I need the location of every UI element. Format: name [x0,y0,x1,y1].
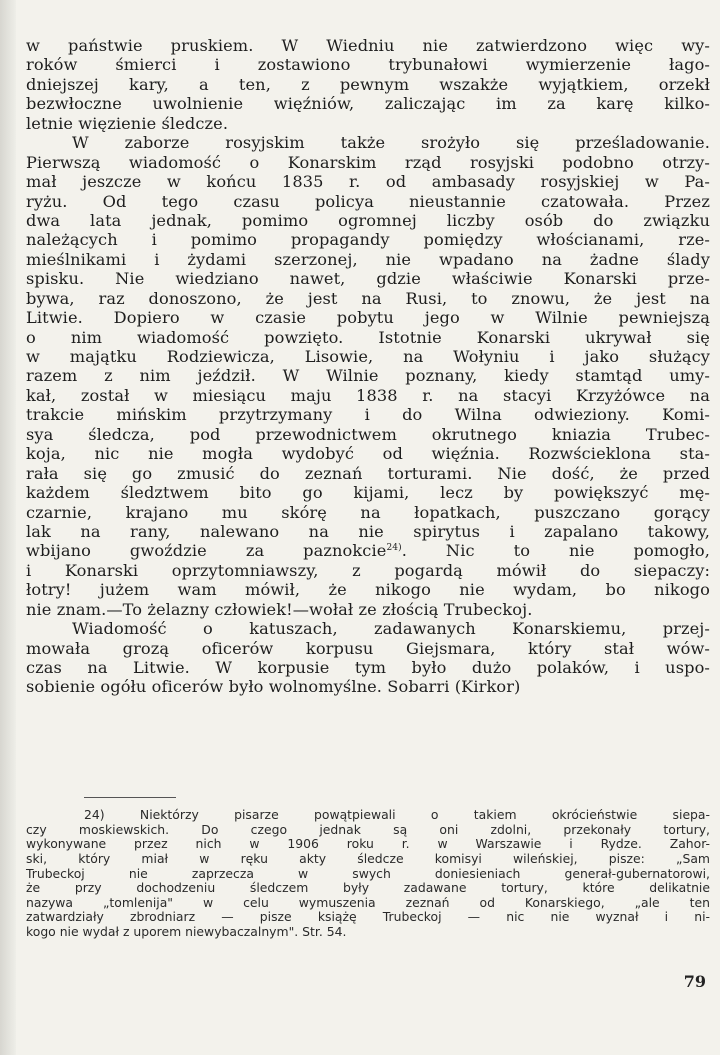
footnote-line: że przy dochodzeniu śledczem były zadawane tortury, które delikatnie [26,880,710,896]
text-line: i Konarski oprzytomniawszy, z pogardą mówił do siepaczy: [26,560,710,580]
text-line: w majątku Rodziewicza, Lisowie, na Wołyniu i jako służący [26,347,710,366]
text-line: kał, został w miesiącu maju 1838 r. na stacyi Krzyżówce na [26,385,710,405]
text-line: koja, nic nie mogła wydobyć od więźnia. Rozwścieklona sta- [26,444,710,464]
footnote-number: 24) [84,807,105,822]
text-line: czarnie, krajano mu skórę na łopatkach, puszczano gorący [26,502,710,522]
text-line: mieślnikami i żydami szerzonej, nie wpadano na żadne ślady [26,249,710,269]
footnote-line: zatwardziały zbrodniarz — pisze książę Trubeckoj — nic nie wyznał i ni- [26,909,710,925]
text-line: w państwie pruskiem. W Wiedniu nie zatwierdzono więc wy- [26,36,710,55]
footnote-line: ski, który miał w ręku akty śledcze komisyi wileńskiej, pisze: „Sam [26,850,710,866]
text-line: Litwie. Dopiero w czasie pobytu jego w Wilnie pewniejszą [26,308,710,328]
footnote-text: Niektórzy pisarze powątpiewali o takiem okrócieństwie siepa- [139,807,710,822]
text-line: letnie więzienie śledcze. [26,113,229,133]
footnote-line: kogo nie wydał z uporem niewybaczalnym". Str. 54. [26,924,347,940]
text-line: roków śmierci i zostawiono trybunałowi wymierzenie łago- [26,55,710,75]
text-line: spisku. Nie wiedziano nawet, gdzie właściwie Konarski prze- [26,269,710,289]
text-line: mał jeszcze w końcu 1835 r. od ambasady rosyjskiej w Pa- [26,172,710,192]
footnote-line: nazywa „tomlenija" w celu wymuszenia zeznań od Konarskiego, „ale ten [26,894,710,910]
text-line: sobienie ogółu oficerów było wolnomyślne. Sobarri (Kirkor) [26,677,521,697]
footnote-block [26,808,710,940]
text-line: nie znam.—To żelazny człowiek!—wołał ze złością Trubeckoj. [26,599,533,619]
footnote-line: Trubeckoj nie zaprzecza w swych doniesieniach generał-gubernatorowi, [26,865,710,881]
text-fragment: wbijano gwoździe za paznokcie [26,541,387,561]
text-line: czas na Litwie. W korpusie tym było dużo polaków, i uspo- [26,658,710,677]
text-line: razem z nim jeździł. W Wilnie poznany, kiedy stamtąd umy- [26,366,710,386]
paragraph-start-line: W zaborze rosyjskim także srożyło się prześladowanie. [72,133,710,153]
text-line: rała się go zmusić do zeznań torturami. Nie dość, że przed [26,463,710,483]
text-line-with-footnote [26,541,710,560]
text-line: mowała grozą oficerów korpusu Giejsmara, który stał wów- [26,638,710,658]
text-line: łotry! jużem wam mówił, że nikogo nie wydam, bo nikogo [26,580,710,600]
main-text [26,36,710,697]
text-line: każdem śledztwem bito go kijami, lecz by powiększyć mę- [26,483,710,503]
text-line: o nim wiadomość powzięto. Istotnie Konarski ukrywał się [26,327,710,347]
footnote-reference: 24) [386,543,402,554]
text-line: bywa, raz donoszono, że jest na Rusi, to znowu, że jest na [26,288,710,308]
text-line: Pierwszą wiadomość o Konarskim rząd rosyjski podobno otrzy- [26,152,710,172]
text-line: należących i pomimo propagandy pomiędzy włościanami, rze- [26,230,710,250]
text-line: ryżu. Od tego czasu policya nieustannie czatowała. Przez [26,191,710,211]
text-line: dwa lata jednak, pomimo ogromnej liczby osób do związku [26,210,710,230]
footnote-separator [84,797,176,798]
text-line: bezwłoczne uwolnienie więźniów, zaliczając im za karę kilko- [26,94,710,114]
footnote-line: wykonywane przez nich w 1906 roku r. w Warszawie i Rydze. Zahor- [26,836,710,852]
text-line: trakcie mińskim przytrzymany i do Wilna odwieziony. Komi- [26,405,710,425]
text-line: sya śledcza, pod przewodnictwem okrutnego kniazia Trubec- [26,424,710,444]
footnote-line: czy moskiewskich. Do czego jednak są oni zdolni, przekonały tortury, [26,821,710,837]
text-line: dniejszej kary, a ten, z pewnym wszakże wyjątkiem, orzekł [26,74,710,94]
footnote-line [26,808,710,823]
text-fragment: . Nic to nie pomogło, [401,541,710,561]
text-line: lak na rany, nalewano na nie spirytus i zapalano takowy, [26,521,710,541]
paragraph-start-line: Wiadomość o katuszach, zadawanych Konarskiemu, przej- [72,619,710,639]
page-number: 79 [683,972,706,991]
